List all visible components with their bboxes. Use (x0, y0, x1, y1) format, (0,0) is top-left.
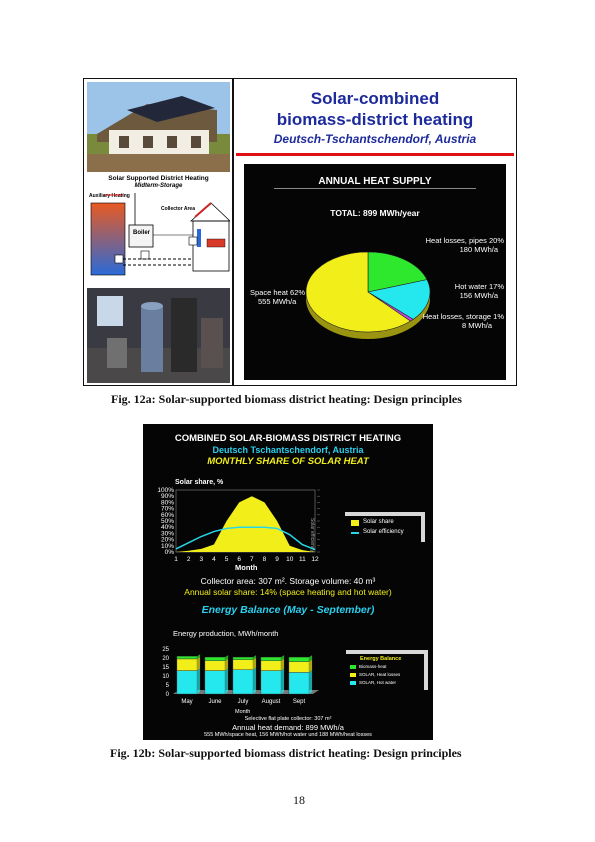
share-xtick-label: 2 (186, 556, 191, 563)
figure-12b-caption: Fig. 12b: Solar-supported biomass district heating: Design principles (110, 746, 462, 760)
page-number: 18 (293, 793, 305, 807)
share-ytick-label: 50% (160, 518, 174, 525)
bar-biomass-heat (261, 657, 281, 661)
schematic-subtitle: Midterm-Storage (134, 183, 183, 189)
interior-photo (87, 288, 230, 383)
energy-balance-title: Energy Balance (May - September) (201, 604, 375, 616)
footer-collector: Selective flat plate collector: 307 m² (244, 716, 332, 722)
share-xtick-label: 7 (250, 556, 254, 563)
footer-breakdown: 555 MWh/space heat, 156 MWh/hot water und 188 MWh/heat losses (204, 732, 372, 738)
solar-share-ylabel: Solar share, % (175, 479, 224, 486)
energy-balance-chart (143, 424, 433, 740)
bar-solar-heat-losses (177, 659, 197, 671)
bar-side-face (197, 657, 200, 671)
bar-ytick-label: 20 (162, 656, 169, 662)
bar-xtick-label: June (208, 699, 222, 705)
title-underline (236, 153, 514, 156)
share-xtick-label: 3 (199, 556, 204, 563)
bar-solar-hot-water (233, 670, 253, 694)
legend-hotwater-swatch (350, 681, 356, 685)
bar-xtick-label: Sept (292, 699, 306, 705)
footer-heat-demand: Annual heat demand: 899 MWh/a (232, 723, 344, 732)
house-photo-image (87, 82, 230, 172)
pie-chart (244, 164, 506, 380)
bar-biomass-heat (233, 657, 253, 660)
label-space-heat-line2: 555 MWh/a (258, 297, 297, 306)
bar-xtick-label: May (181, 699, 193, 705)
share-ytick-label: 80% (160, 499, 174, 507)
bar-side-face (225, 659, 228, 671)
share-ytick-label: 90% (160, 493, 174, 501)
bar-ytick-label: 10 (162, 674, 169, 680)
bar-solar-heat-losses (261, 661, 281, 671)
share-ytick-label: 0% (164, 549, 174, 556)
label-heat-losses-storage-line2: 8 MWh/a (461, 321, 492, 330)
bar-ytick-label: 5 (165, 683, 169, 689)
bar-biomass-heat (289, 657, 309, 662)
label-space-heat (250, 288, 320, 306)
bar-biomass-heat (177, 656, 197, 659)
legend-biomass-label: Biomass-heat (359, 664, 387, 669)
bar-ytick-label: 25 (162, 647, 169, 653)
share-xtick-label: 10 (286, 556, 294, 563)
bar-side-face (253, 668, 256, 694)
share-ytick-label: 20% (160, 536, 174, 544)
solar-efficiency-axis-label: Solar efficiency (309, 518, 315, 552)
collector-area-line: Collector area: 307 m². Storage volume: 40 m³ (200, 576, 376, 586)
bar-side-face (309, 660, 312, 673)
pie-total: TOTAL: 899 MWh/year (330, 208, 420, 218)
bar-side-face (281, 669, 284, 694)
share-ytick-label: 40% (160, 524, 174, 532)
bar-side-face (197, 669, 200, 694)
legend-solar-share-label: Solar share (363, 519, 394, 525)
energy-legend (346, 650, 430, 692)
bar-side-face (253, 658, 256, 670)
figure-12a-caption: Fig. 12a: Solar-supported biomass district heating: Design principles (111, 392, 462, 406)
label-heat-losses-pipes-line2: 180 MWh/a (459, 245, 498, 254)
bar-side-face (281, 659, 284, 671)
label-heat-losses-pipes-line1: Heat losses, pipes 20% (425, 236, 504, 245)
bar-side-face (225, 669, 228, 694)
figure-12b (143, 424, 433, 740)
label-heat-losses-storage (404, 312, 504, 330)
bar-solar-heat-losses (205, 661, 225, 671)
bar-xtick-label: August (261, 699, 281, 705)
label-space-heat-line1: Space heat 62% (250, 288, 306, 297)
fig12b-header-2: Deutsch Tschantschendorf, Austria (212, 445, 364, 455)
share-ytick-label: 70% (160, 505, 174, 513)
share-xtick-label: 12 (311, 556, 319, 563)
top-month-label: Month (235, 563, 258, 572)
bar-side-face (309, 670, 312, 694)
annual-heat-supply-panel (244, 164, 506, 380)
annual-solar-share-line: Annual solar share: 14% (space heating and hot water) (184, 587, 392, 597)
legend-heatlosses-swatch (350, 673, 356, 677)
bar-solar-heat-losses (289, 662, 309, 673)
schematic-title: Solar Supported District Heating (108, 175, 209, 182)
energy-legend-title: Energy Balance (360, 656, 402, 662)
schematic-drawing (87, 173, 230, 287)
bar-solar-hot-water (205, 671, 225, 694)
bar-ytick-label: 0 (165, 692, 169, 698)
collector-area-label: Collector Area (161, 206, 195, 212)
share-ytick-label: 10% (160, 542, 174, 550)
title-line-3: Deutsch-Tschantschendorf, Austria (273, 132, 477, 146)
panel-divider (232, 79, 234, 385)
bar-solar-hot-water (177, 671, 197, 694)
label-hot-water-line1: Hot water 17% (454, 282, 504, 291)
bar-solar-heat-losses (233, 660, 253, 670)
legend-solar-efficiency-label: Solar efficiency (363, 529, 404, 535)
pie-heading: ANNUAL HEAT SUPPLY (318, 176, 432, 187)
bar-solar-hot-water (261, 671, 281, 694)
legend-biomass-swatch (350, 665, 356, 669)
figure-12a (83, 78, 517, 386)
label-hot-water-line2: 156 MWh/a (459, 291, 498, 300)
schematic-diagram (87, 173, 230, 287)
bar-xtick-label: July (237, 699, 249, 705)
share-xtick-label: 1 (174, 556, 178, 563)
share-ytick-label: 100% (157, 487, 174, 494)
fig12b-header-1: COMBINED SOLAR-BIOMASS DISTRICT HEATING (174, 433, 402, 444)
bar-solar-hot-water (289, 672, 309, 694)
share-xtick-label: 4 (212, 556, 216, 563)
label-hot-water (414, 282, 504, 300)
share-ytick-label: 30% (160, 530, 174, 538)
title-line-1: Solar-combined (310, 89, 440, 108)
share-xtick-label: 11 (298, 556, 306, 563)
label-heat-losses-pipes (414, 236, 504, 254)
bar-ytick-label: 15 (162, 665, 169, 671)
share-xtick-label: 6 (237, 556, 241, 563)
legend-hotwater-label: SOLAR, Hot water (359, 680, 397, 685)
title-line-2: biomass-district heating (276, 110, 474, 129)
boiler-label: Boiler (133, 230, 151, 236)
legend-heatlosses-label: SOLAR, Heat losses (359, 672, 401, 677)
share-ytick-label: 60% (160, 511, 174, 519)
bottom-month-label: Month (235, 709, 251, 715)
energy-production-ylabel: Energy production, MWh/month (173, 629, 279, 638)
bar-biomass-heat (205, 657, 225, 661)
interior-photo-image (87, 288, 230, 383)
share-xtick-label: 8 (262, 556, 267, 563)
fig12b-header-3: MONTHLY SHARE OF SOLAR HEAT (207, 456, 369, 467)
share-xtick-label: 9 (275, 556, 279, 563)
house-photo (87, 82, 230, 172)
share-xtick-label: 5 (224, 556, 229, 563)
aux-heating-label: Auxiliary Heating (89, 193, 130, 199)
label-heat-losses-storage-line1: Heat losses, storage 1% (422, 312, 504, 321)
